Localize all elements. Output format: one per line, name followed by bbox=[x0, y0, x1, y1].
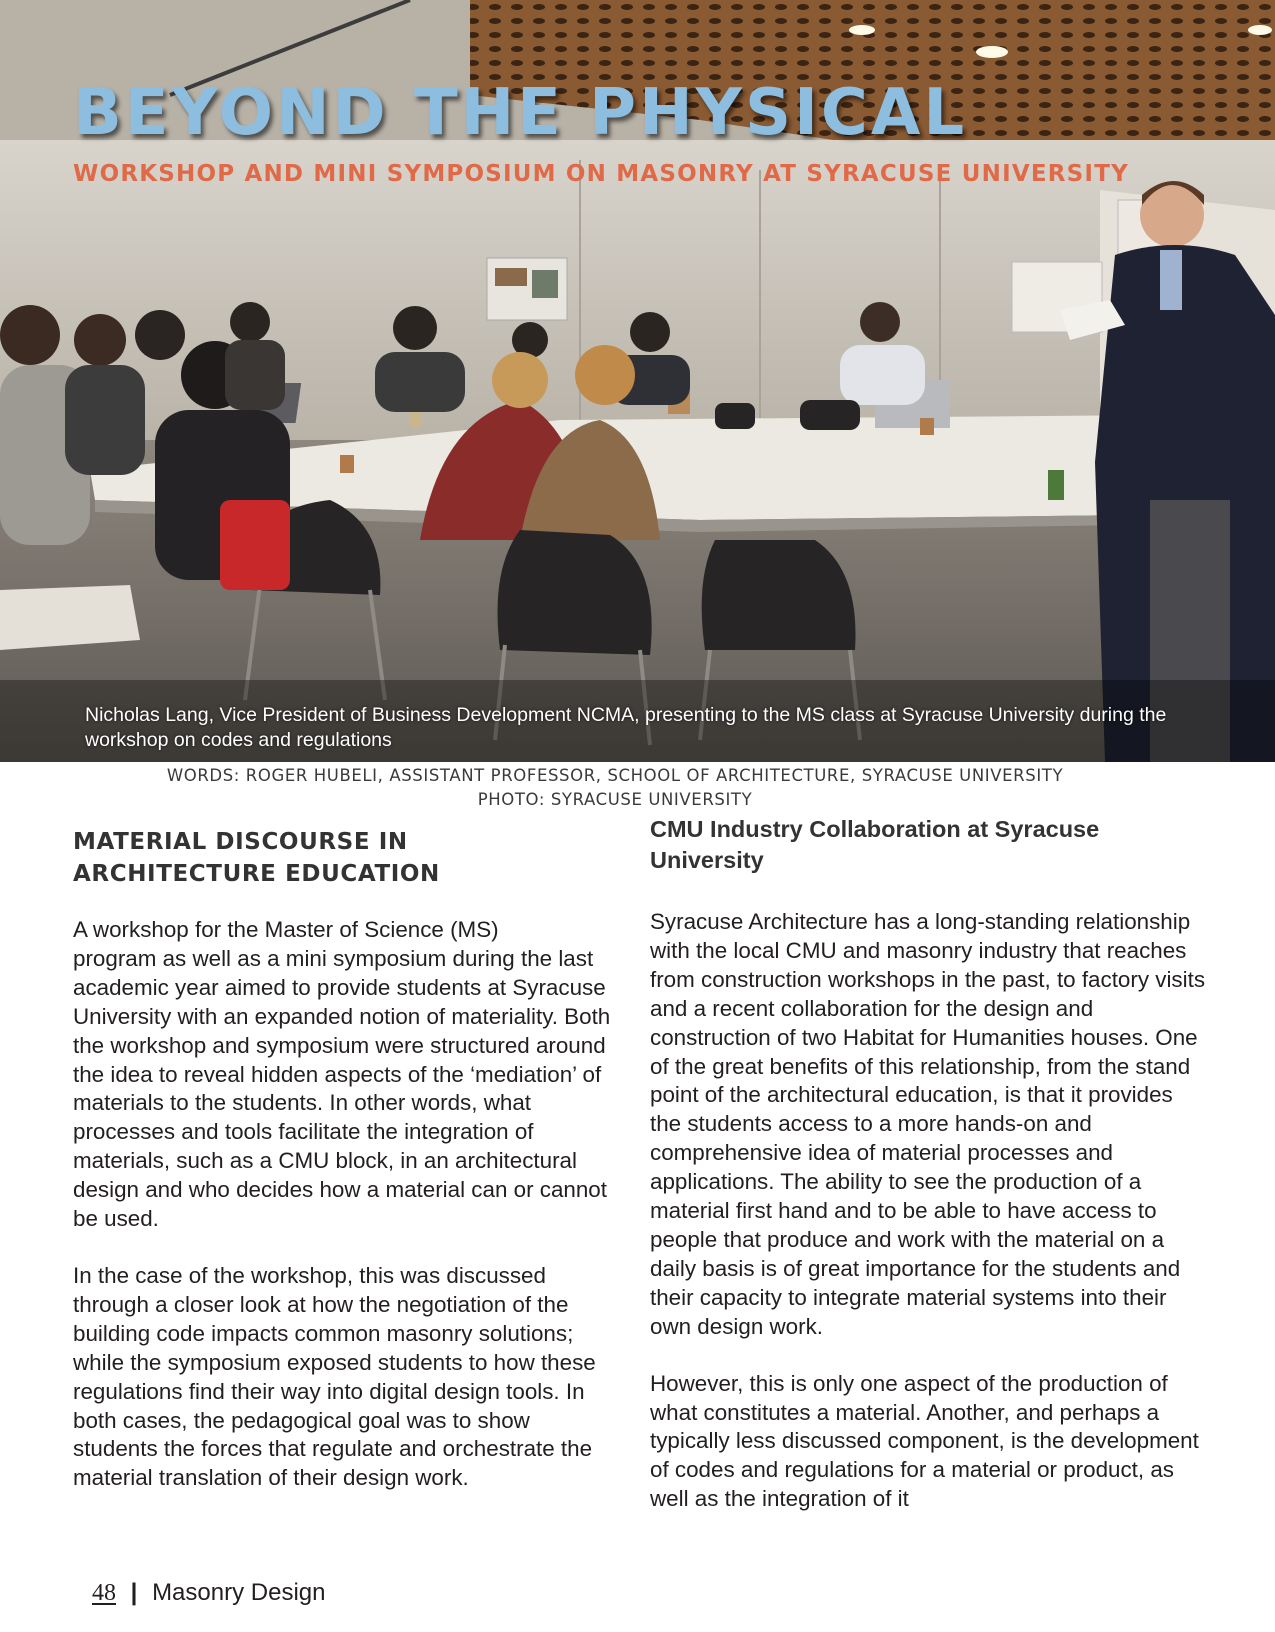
right-paragraph-2: However, this is only one aspect of the production of what constitutes a material. Another, and perhaps a typically less discussed component, is the development of codes and regulations for a material or product, as well as the integration of it bbox=[650, 1370, 1199, 1512]
right-column-heading: CMU Industry Collaboration at Syracuse University bbox=[650, 816, 1100, 873]
publication-name: Masonry Design bbox=[152, 1579, 326, 1606]
photo-credit: PHOTO: SYRACUSE UNIVERSITY bbox=[477, 790, 753, 809]
article-title: BEYOND THE PHYSICAL bbox=[73, 76, 968, 150]
hero-photo bbox=[0, 0, 1275, 762]
words-credit: WORDS: ROGER HUBELI, ASSISTANT PROFESSOR, SCHOOL OF ARCHITECTURE, SYRACUSE UNIVERSITY bbox=[166, 766, 1064, 785]
article-subtitle: WORKSHOP AND MINI SYMPOSIUM ON MASONRY AT SYRACUSE UNIVERSITY bbox=[73, 161, 1129, 187]
photo-caption: Nicholas Lang, Vice President of Business Development NCMA, presenting to the MS class at Syracuse University during the workshop on codes and regulations bbox=[85, 704, 1167, 751]
credits-block bbox=[0, 764, 1230, 812]
left-column-heading: MATERIAL DISCOURSE IN ARCHITECTURE EDUCATION bbox=[73, 829, 440, 887]
left-paragraph-2: In the case of the workshop, this was discussed through a closer look at how the negotiation of the building code impacts common masonry solutions; while the symposium exposed students to how these regulations find their way into digital design tools. In both cases, the pedagogical goal was to show students the forces that regulate and orchestrate the material translation of their design work. bbox=[73, 1262, 596, 1491]
left-column bbox=[73, 820, 618, 1493]
right-column bbox=[650, 814, 1210, 1514]
left-paragraph-1: A workshop for the Master of Science (MS) program as well as a mini symposium during the last academic year aimed to provide students at Syracuse University with an expanded notion of materiality. Both the workshop and symposium were structured around the idea to reveal hidden aspects of the ‘mediation’ of materials to the students. In other words, what processes and tools facilitate the integration of materials, such as a CMU block, in an architectural design and who decides how a material can or cannot be used. bbox=[73, 917, 611, 1232]
right-paragraph-1: Syracuse Architecture has a long-standing relationship with the local CMU and masonry industry that reaches from construction workshops in the past, to factory visits and a recent collaboration for the design and construction of two Habitat for Humanities houses. One of the great benefits of this relationship, from the stand point of the architectural education, is that it provides the students access to a more hands-on and comprehensive idea of material processes and applications. The ability to see the production of a material first hand and to be able to have access to people that produce and work with the material on a daily basis is of great importance for the students and their capacity to integrate material systems into their own design work. bbox=[650, 909, 1206, 1339]
page-number: 48 bbox=[92, 1580, 116, 1606]
page-footer bbox=[92, 1578, 325, 1608]
footer-separator: | bbox=[130, 1579, 138, 1606]
